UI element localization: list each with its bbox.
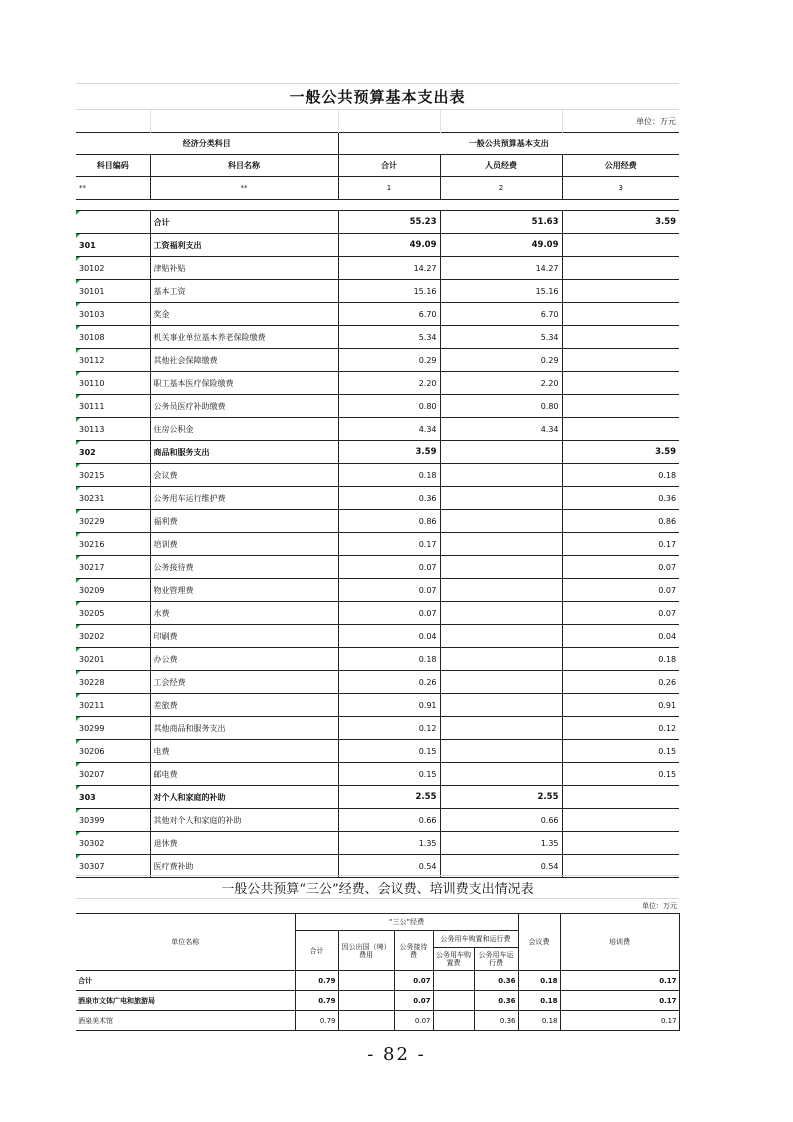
cell-code: 30399 [76, 809, 150, 832]
cell-public: 0.07 [562, 556, 679, 579]
cell-name: 公务用车运行维护费 [150, 487, 338, 510]
cell-total: 49.09 [338, 234, 440, 257]
cell-public: 0.86 [562, 510, 679, 533]
cell-name: 办公费 [150, 648, 338, 671]
header-public: 公用经费 [562, 155, 679, 177]
table-row [76, 211, 679, 234]
cell-name: 差旅费 [150, 694, 338, 717]
cell-vehicle-purchase [433, 991, 474, 1011]
cell-public [562, 395, 679, 418]
cell-code: 30101 [76, 280, 150, 303]
cell-name: 职工基本医疗保险缴费 [150, 372, 338, 395]
cell-personnel [440, 441, 562, 464]
index-name: ** [150, 177, 338, 200]
cell-name: 其他商品和服务支出 [150, 717, 338, 740]
cell-code: 30229 [76, 510, 150, 533]
table-row [76, 487, 679, 510]
cell-name: 住房公积金 [150, 418, 338, 441]
cell-public: 3.59 [562, 211, 679, 234]
cell-name: 公务接待费 [150, 556, 338, 579]
cell-code: 30110 [76, 372, 150, 395]
cell-public: 0.04 [562, 625, 679, 648]
header-vehicle-purchase: 公务用车购置费 [433, 948, 474, 971]
cell-personnel [440, 510, 562, 533]
cell-code: 30302 [76, 832, 150, 855]
cell-total: 0.54 [338, 855, 440, 878]
cell-code: 30205 [76, 602, 150, 625]
table-row [76, 533, 679, 556]
cell-name: 奖金 [150, 303, 338, 326]
cell-code: 30201 [76, 648, 150, 671]
cell-personnel: 6.70 [440, 303, 562, 326]
cell-total: 0.07 [338, 556, 440, 579]
cell-personnel [440, 625, 562, 648]
table-row [76, 303, 679, 326]
cell-code: 30299 [76, 717, 150, 740]
table2-title: 一般公共预算“三公”经费、会议费、培训费支出情况表 [76, 876, 679, 899]
cell-code: 30307 [76, 855, 150, 878]
cell-name: 印刷费 [150, 625, 338, 648]
cell-public [562, 280, 679, 303]
cell-personnel: 14.27 [440, 257, 562, 280]
cell-public [562, 303, 679, 326]
cell-code: 301 [76, 234, 150, 257]
cell-personnel: 0.29 [440, 349, 562, 372]
table-row [76, 372, 679, 395]
cell-total: 0.26 [338, 671, 440, 694]
cell-total: 55.23 [338, 211, 440, 234]
cell-abroad [338, 971, 394, 991]
cell-name: 合计 [76, 971, 295, 991]
cell-name: 电费 [150, 740, 338, 763]
cell-personnel: 49.09 [440, 234, 562, 257]
cell-personnel [440, 579, 562, 602]
cell-total: 0.66 [338, 809, 440, 832]
cell-code: 30113 [76, 418, 150, 441]
table-row [76, 556, 679, 579]
cell-personnel [440, 602, 562, 625]
table-row [76, 1011, 679, 1031]
table2-body [76, 971, 679, 1031]
cell-total: 0.91 [338, 694, 440, 717]
cell-code: 30202 [76, 625, 150, 648]
cell-vehicle-operation: 0.36 [474, 1011, 518, 1031]
table-row [76, 257, 679, 280]
cell-public [562, 786, 679, 809]
header-name: 科目名称 [150, 155, 338, 177]
cell-meeting: 0.18 [518, 991, 560, 1011]
cell-name: 酒泉市文体广电和旅游局 [76, 991, 295, 1011]
cell-total: 3.59 [338, 441, 440, 464]
cell-public [562, 234, 679, 257]
cell-total: 1.35 [338, 832, 440, 855]
cell-total: 2.20 [338, 372, 440, 395]
table-row [76, 763, 679, 786]
table-row [76, 326, 679, 349]
table-row [76, 349, 679, 372]
cell-total: 6.70 [338, 303, 440, 326]
cell-name: 其他社会保障缴费 [150, 349, 338, 372]
cell-code: 30217 [76, 556, 150, 579]
cell-total: 0.86 [338, 510, 440, 533]
cell-name: 邮电费 [150, 763, 338, 786]
cell-public: 0.36 [562, 487, 679, 510]
table2-unit: 单位：万元 [76, 899, 679, 914]
cell-personnel: 1.35 [440, 832, 562, 855]
cell-total: 0.15 [338, 740, 440, 763]
cell-personnel: 5.34 [440, 326, 562, 349]
cell-name: 津贴补贴 [150, 257, 338, 280]
table-row [76, 717, 679, 740]
cell-personnel [440, 464, 562, 487]
cell-public [562, 326, 679, 349]
header-vehicle-operation: 公务用车运行费 [474, 948, 518, 971]
page-number: - 82 - [367, 1044, 426, 1065]
cell-meeting: 0.18 [518, 1011, 560, 1031]
cell-personnel [440, 740, 562, 763]
header-abroad: 因公出国（境）费用 [338, 931, 394, 971]
cell-meeting: 0.18 [518, 971, 560, 991]
cell-total: 0.79 [295, 971, 338, 991]
cell-personnel [440, 533, 562, 556]
cell-code: 30228 [76, 671, 150, 694]
basic-expenditure-table [76, 83, 679, 878]
cell-public: 0.17 [562, 533, 679, 556]
cell-reception: 0.07 [394, 991, 433, 1011]
cell-personnel [440, 763, 562, 786]
cell-public [562, 832, 679, 855]
header-sangong: “三公”经费 [295, 914, 518, 931]
table-row [76, 740, 679, 763]
cell-total: 0.12 [338, 717, 440, 740]
cell-name: 对个人和家庭的补助 [150, 786, 338, 809]
cell-personnel [440, 487, 562, 510]
cell-code: 30112 [76, 349, 150, 372]
cell-name: 医疗费补助 [150, 855, 338, 878]
cell-name: 商品和服务支出 [150, 441, 338, 464]
cell-name: 退休费 [150, 832, 338, 855]
cell-code: 30215 [76, 464, 150, 487]
cell-public: 0.15 [562, 763, 679, 786]
table-row [76, 441, 679, 464]
table-row [76, 395, 679, 418]
cell-personnel: 15.16 [440, 280, 562, 303]
cell-name: 水费 [150, 602, 338, 625]
cell-personnel: 0.66 [440, 809, 562, 832]
cell-name: 培训费 [150, 533, 338, 556]
header-unit-name: 单位名称 [76, 914, 295, 971]
cell-personnel: 4.34 [440, 418, 562, 441]
cell-personnel [440, 717, 562, 740]
cell-public [562, 349, 679, 372]
cell-total: 0.04 [338, 625, 440, 648]
cell-total: 14.27 [338, 257, 440, 280]
table-row [76, 234, 679, 257]
cell-code: 30216 [76, 533, 150, 556]
cell-total: 0.17 [338, 533, 440, 556]
cell-reception: 0.07 [394, 1011, 433, 1031]
cell-public [562, 257, 679, 280]
cell-total: 15.16 [338, 280, 440, 303]
table-row [76, 625, 679, 648]
cell-public: 0.15 [562, 740, 679, 763]
cell-code: 302 [76, 441, 150, 464]
cell-public: 0.26 [562, 671, 679, 694]
index-total: 1 [338, 177, 440, 200]
cell-name: 物业管理费 [150, 579, 338, 602]
cell-total: 4.34 [338, 418, 440, 441]
cell-name: 公务员医疗补助缴费 [150, 395, 338, 418]
cell-abroad [338, 1011, 394, 1031]
index-public: 3 [562, 177, 679, 200]
cell-name: 福利费 [150, 510, 338, 533]
cell-name: 会议费 [150, 464, 338, 487]
cell-personnel: 51.63 [440, 211, 562, 234]
cell-public: 0.07 [562, 579, 679, 602]
cell-personnel: 0.54 [440, 855, 562, 878]
header-code: 科目编码 [76, 155, 150, 177]
cell-total: 0.15 [338, 763, 440, 786]
header-reception: 公务接待费 [394, 931, 433, 971]
cell-abroad [338, 991, 394, 1011]
table1-title: 一般公共预算基本支出表 [76, 84, 679, 110]
header-econ-class: 经济分类科目 [76, 133, 338, 155]
cell-total: 0.18 [338, 648, 440, 671]
cell-code: 30231 [76, 487, 150, 510]
cell-code: 30111 [76, 395, 150, 418]
table-row [76, 280, 679, 303]
index-personnel: 2 [440, 177, 562, 200]
table-row [76, 786, 679, 809]
table-row [76, 579, 679, 602]
cell-total: 5.34 [338, 326, 440, 349]
cell-total: 0.79 [295, 1011, 338, 1031]
sangong-expenditure-table [76, 875, 680, 1031]
cell-public: 0.18 [562, 464, 679, 487]
header-training: 培训费 [560, 914, 679, 971]
header-total: 合计 [338, 155, 440, 177]
cell-code: 30207 [76, 763, 150, 786]
cell-total: 0.36 [338, 487, 440, 510]
cell-reception: 0.07 [394, 971, 433, 991]
cell-vehicle-purchase [433, 971, 474, 991]
table-row [76, 510, 679, 533]
cell-total: 0.07 [338, 579, 440, 602]
cell-training: 0.17 [560, 971, 679, 991]
table1-unit: 单位：万元 [636, 116, 677, 126]
cell-public [562, 418, 679, 441]
cell-name: 工资福利支出 [150, 234, 338, 257]
table1-body [76, 211, 679, 878]
cell-code: 30103 [76, 303, 150, 326]
cell-public: 0.18 [562, 648, 679, 671]
cell-public [562, 372, 679, 395]
cell-code [76, 211, 150, 234]
cell-name: 工会经费 [150, 671, 338, 694]
cell-code: 30108 [76, 326, 150, 349]
cell-vehicle-operation: 0.36 [474, 991, 518, 1011]
cell-personnel [440, 671, 562, 694]
cell-name: 合计 [150, 211, 338, 234]
cell-code: 303 [76, 786, 150, 809]
cell-vehicle-operation: 0.36 [474, 971, 518, 991]
cell-personnel: 2.20 [440, 372, 562, 395]
cell-name: 机关事业单位基本养老保险缴费 [150, 326, 338, 349]
table-row [76, 971, 679, 991]
cell-code: 30209 [76, 579, 150, 602]
cell-total: 0.80 [338, 395, 440, 418]
table-row [76, 648, 679, 671]
cell-total: 0.79 [295, 991, 338, 1011]
cell-public: 0.12 [562, 717, 679, 740]
cell-vehicle-purchase [433, 1011, 474, 1031]
cell-public: 3.59 [562, 441, 679, 464]
header-meeting: 会议费 [518, 914, 560, 971]
cell-total: 0.18 [338, 464, 440, 487]
header-vehicle: 公务用车购置和运行费 [433, 931, 518, 948]
table-row [76, 671, 679, 694]
header-t2-total: 合计 [295, 931, 338, 971]
cell-code: 30206 [76, 740, 150, 763]
cell-total: 2.55 [338, 786, 440, 809]
table-row [76, 809, 679, 832]
table-row [76, 832, 679, 855]
cell-code: 30102 [76, 257, 150, 280]
table-row [76, 602, 679, 625]
cell-personnel [440, 556, 562, 579]
cell-name: 其他对个人和家庭的补助 [150, 809, 338, 832]
cell-name: 基本工资 [150, 280, 338, 303]
index-code: ** [76, 177, 150, 200]
cell-total: 0.07 [338, 602, 440, 625]
cell-code: 30211 [76, 694, 150, 717]
table-row [76, 418, 679, 441]
table-row [76, 464, 679, 487]
cell-public: 0.91 [562, 694, 679, 717]
cell-public: 0.07 [562, 602, 679, 625]
cell-personnel: 0.80 [440, 395, 562, 418]
header-personnel: 人员经费 [440, 155, 562, 177]
cell-personnel [440, 694, 562, 717]
table-row [76, 991, 679, 1011]
cell-public [562, 809, 679, 832]
header-basic-expenditure: 一般公共预算基本支出 [338, 133, 679, 155]
cell-training: 0.17 [560, 1011, 679, 1031]
cell-personnel: 2.55 [440, 786, 562, 809]
cell-total: 0.29 [338, 349, 440, 372]
cell-personnel [440, 648, 562, 671]
cell-name: 酒泉美术馆 [76, 1011, 295, 1031]
cell-training: 0.17 [560, 991, 679, 1011]
table-row [76, 694, 679, 717]
